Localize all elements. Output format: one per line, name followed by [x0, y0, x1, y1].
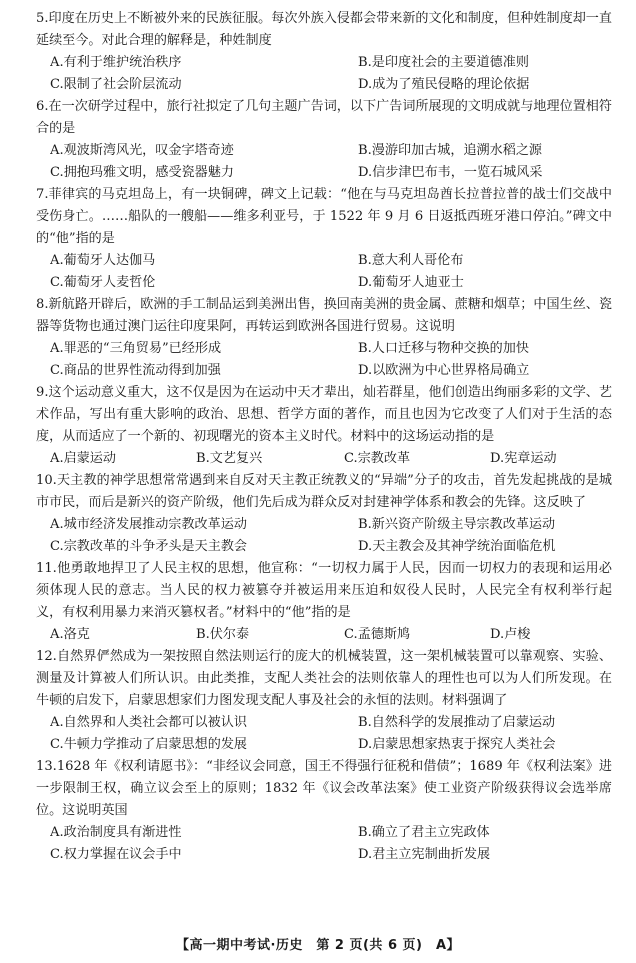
question-stem: 6.在一次研学过程中，旅行社拟定了几句主题广告词，以下广告词所展现的文明成就与地理位置相符合的是 — [36, 99, 612, 136]
option-b: B.自然科学的发展推动了启蒙运动 — [358, 715, 556, 730]
option-d: D.葡萄牙人迪亚士 — [358, 275, 464, 290]
option-a: A.城市经济发展推动宗教改革运动 — [50, 517, 247, 532]
question-stem: 12.自然界俨然成为一架按照自然法则运行的庞大的机械装置，这一架机械装置可以靠观察、实验、测量及计算被人们所认识。由此类推，支配人类社会的法则依靠人的理性也可以为人们所发现。在牛顿的启发下，启蒙思想家们力图发现支配人事及社会的永恒的法则。材料强调了 — [36, 649, 612, 708]
question-7 — [36, 184, 612, 294]
answer-options — [36, 338, 612, 382]
option-d: D.启蒙思想家热衷于探究人类社会 — [358, 737, 556, 752]
option-c: C.商品的世界性流动得到加强 — [50, 363, 221, 378]
option-d: D.信步津巴布韦，一览石城风采 — [358, 165, 543, 180]
question-stem: 10.天主教的神学思想常常遇到来自反对天主教正统教义的“异端”分子的攻击，首先发起挑战的是城市市民，而后是新兴的资产阶级，他们先后成为群众反对封建神学体系和教会的先锋。这反映了 — [36, 473, 612, 510]
option-d: D.成为了殖民侵略的理论依据 — [358, 77, 530, 92]
option-a: A.启蒙运动 — [50, 451, 116, 466]
answer-options — [36, 250, 612, 294]
answer-options — [36, 514, 612, 558]
option-a: A.葡萄牙人达伽马 — [50, 253, 156, 268]
question-11 — [36, 558, 612, 646]
option-c: C.牛顿力学推动了启蒙思想的发展 — [50, 737, 248, 752]
question-stem: 7.菲律宾的马克坦岛上，有一块铜碑，碑文上记载：“他在与马克坦岛酋长拉普拉普的战士们交战中受伤身亡。……船队的一艘船——维多利亚号，于 1522 年 9 月 6 日返抵西班牙港口停泊。”碑文中的“他”指的是 — [36, 187, 612, 246]
answer-options — [36, 624, 612, 646]
question-stem: 9.这个运动意义重大，这不仅是因为在运动中天才辈出，灿若群星，他们创造出绚丽多彩的文学、艺术作品，写出有重大影响的政治、思想、哲学方面的著作，而且也因为它改变了人们对于生活的态度，从而适应了一个新的、初现曙光的资本主义时代。材料中的这场运动指的是 — [36, 385, 612, 444]
option-b: B.漫游印加古城，追溯水稻之源 — [358, 143, 543, 158]
question-stem: 8.新航路开辟后，欧洲的手工制品运到美洲出售，换回南美洲的贵金属、蔗糖和烟草；中国生丝、瓷器等货物也通过澳门运往印度果阿，再转运到欧洲各国进行贸易。这说明 — [36, 297, 612, 334]
question-9 — [36, 382, 612, 470]
option-a: A.自然界和人类社会都可以被认识 — [50, 715, 247, 730]
question-6 — [36, 96, 612, 184]
option-c: C.拥抱玛雅文明，感受瓷器魅力 — [50, 165, 234, 180]
option-c: C.葡萄牙人麦哲伦 — [50, 275, 156, 290]
question-10 — [36, 470, 612, 558]
option-d: D.天主教会及其神学统治面临危机 — [358, 539, 556, 554]
option-b: B.是印度社会的主要道德准则 — [358, 55, 529, 70]
option-b: B.意大利人哥伦布 — [358, 253, 464, 268]
question-list — [36, 8, 612, 866]
page-footer: 【高一期中考试·历史 第 2 页(共 6 页) A】 — [175, 938, 461, 953]
answer-options — [36, 448, 612, 470]
option-b: B.人口迁移与物种交换的加快 — [358, 341, 529, 356]
option-c: C.宗教改革 — [344, 451, 411, 466]
option-d: D.卢梭 — [490, 627, 531, 642]
question-8 — [36, 294, 612, 382]
option-a: A.洛克 — [50, 627, 90, 642]
question-stem: 11.他勇敢地捍卫了人民主权的思想，他宣称：“一切权力属于人民，因而一切权力的表现和运用必须体现人民的意志。当人民的权力被篡夺并被运用来压迫和奴役人民时，人民完全有权利举行起义，有权利用暴力来消灭篡权者。”材料中的“他”指的是 — [36, 561, 612, 620]
answer-options — [36, 140, 612, 184]
option-c: C.权力掌握在议会手中 — [50, 847, 182, 862]
option-a: A.罪恶的“三角贸易”已经形成 — [50, 341, 222, 356]
answer-options — [36, 822, 612, 866]
option-d: D.以欧洲为中心世界格局确立 — [358, 363, 530, 378]
option-a: A.政治制度具有渐进性 — [50, 825, 182, 840]
option-b: B.确立了君主立宪政体 — [358, 825, 490, 840]
question-5 — [36, 8, 612, 96]
option-c: C.限制了社会阶层流动 — [50, 77, 182, 92]
answer-options — [36, 712, 612, 756]
answer-options — [36, 52, 612, 96]
option-a: A.有利于维护统治秩序 — [50, 55, 182, 70]
option-c: C.宗教改革的斗争矛头是天主教会 — [50, 539, 248, 554]
option-b: B.伏尔泰 — [196, 627, 250, 642]
question-stem: 13.1628 年《权利请愿书》：“非经议会同意，国王不得强行征税和借债”；1689 年《权利法案》进一步限制王权，确立议会至上的原则；1832 年《议会改革法案》使工业资产阶级获得议会选举席位。这说明英国 — [36, 759, 612, 818]
option-c: C.孟德斯鸠 — [344, 627, 411, 642]
option-b: B.新兴资产阶级主导宗教改革运动 — [358, 517, 556, 532]
option-d: D.君主立宪制曲折发展 — [358, 847, 491, 862]
option-d: D.宪章运动 — [490, 451, 557, 466]
question-13 — [36, 756, 612, 866]
option-a: A.观波斯湾风光，叹金字塔奇迹 — [50, 143, 234, 158]
question-stem: 5.印度在历史上不断被外来的民族征服。每次外族入侵都会带来新的文化和制度，但种姓制度却一直延续至今。对此合理的解释是，种姓制度 — [36, 11, 612, 48]
question-12 — [36, 646, 612, 756]
option-b: B.文艺复兴 — [196, 451, 263, 466]
